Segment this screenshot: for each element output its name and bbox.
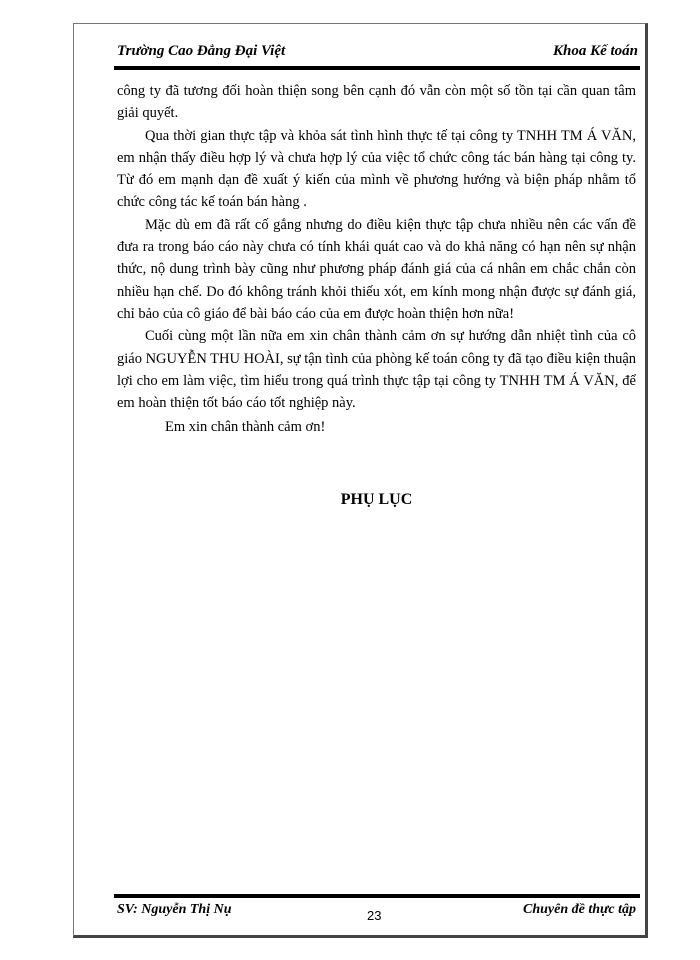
- school-name: Trường Cao Đẳng Đại Việt: [117, 43, 286, 59]
- footer-rule: [114, 894, 640, 898]
- page-footer: [117, 902, 636, 924]
- appendix-title: PHỤ LỤC: [340, 491, 413, 508]
- page-header: [117, 39, 638, 63]
- paragraph: Qua thời gian thực tập và khỏa sát tình hình thực tế tại công ty TNHH TM Á VĂN, em nhận thấy điều hợp lý và chưa hợp lý của việc tổ chức công tác bán hàng tại công ty. Từ đó em mạnh dạn đề xuất ý kiến của mình về phương hướng và biện pháp nhằm tổ chức công tác kế toán bán hàng .: [117, 127, 636, 211]
- department-name: Khoa Kế toán: [552, 43, 638, 59]
- paragraph: Mặc dù em đã rất cố gắng nhưng do điều kiện thực tập chưa nhiều nên các vấn đề đưa ra trong báo cáo này chưa có tính khái quát cao và do khả năng có hạn nên sự nhận thức, nộ dung trình bày cũng như phương pháp đánh giá của cá nhân em chắc chắn còn nhiều hạn chế. Do đó không tránh khỏi thiếu xót, em kính mong nhận được sự đánh giá, chỉ bảo của cô giáo để bài báo cáo của em được hoàn thiện hơn nữa!: [117, 216, 636, 322]
- document-type: Chuyên đề thực tập: [522, 902, 636, 917]
- thanks-line: Em xin chân thành cảm ơn!: [165, 419, 326, 436]
- header-rule: [114, 66, 640, 70]
- paragraph: Cuối cùng một lần nữa em xin chân thành cảm ơn sự hướng dẫn nhiệt tình của cô giáo NGUYỄN THU HOÀI, sự tận tình của phòng kế toán công ty đã tạo điều kiện thuận lợi cho em làm việc, tìm hiểu trong quá trình thực tập tại công ty TNHH TM Á VĂN, để em hoàn thiện tốt báo cáo tốt nghiệp này.: [117, 328, 637, 412]
- body-text: [117, 80, 636, 439]
- paragraph: công ty đã tương đối hoàn thiện song bên cạnh đó vẫn còn một số tồn tại cần quan tâm giải quyết.: [117, 83, 636, 122]
- page-number: 23: [367, 908, 382, 923]
- student-name: SV: Nguyễn Thị Nụ: [117, 902, 232, 917]
